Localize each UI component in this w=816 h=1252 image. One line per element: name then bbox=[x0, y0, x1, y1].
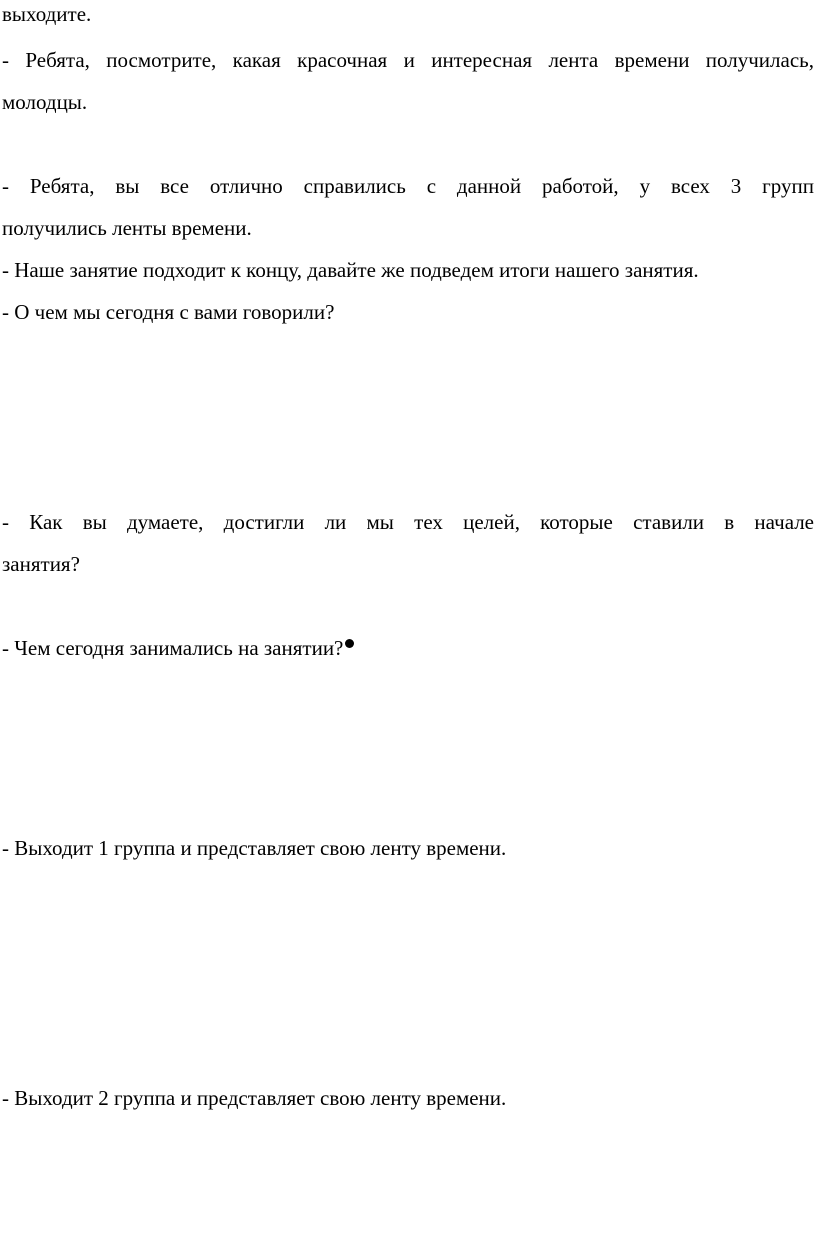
text-line: получились ленты времени. bbox=[2, 216, 252, 240]
text-line: - Наше занятие подходит к концу, давайте же подведем итоги нашего занятия. bbox=[2, 258, 699, 282]
bullet-icon bbox=[345, 639, 354, 648]
text-line: занятия? bbox=[2, 552, 80, 576]
text-line: - Как вы думаете, достигли ли мы тех целей, которые ставили в начале bbox=[2, 510, 814, 534]
text-line: - Ребята, вы все отлично справились с данной работой, у всех 3 групп bbox=[2, 174, 814, 198]
text-line: - Выходит 1 группа и представляет свою ленту времени. bbox=[2, 836, 507, 860]
text-line: - Ребята, посмотрите, какая красочная и интересная лента времени получилась, bbox=[2, 48, 814, 72]
text-line: - Чем сегодня занимались на занятии? bbox=[2, 636, 344, 660]
text-line-with-bullet bbox=[2, 634, 814, 662]
text-line: молодцы. bbox=[2, 90, 88, 114]
text-line: - Выходит 2 группа и представляет свою ленту времени. bbox=[2, 1086, 507, 1110]
text-line: - О чем мы сегодня с вами говорили? bbox=[2, 300, 335, 324]
text-line: выходите. bbox=[2, 2, 92, 26]
